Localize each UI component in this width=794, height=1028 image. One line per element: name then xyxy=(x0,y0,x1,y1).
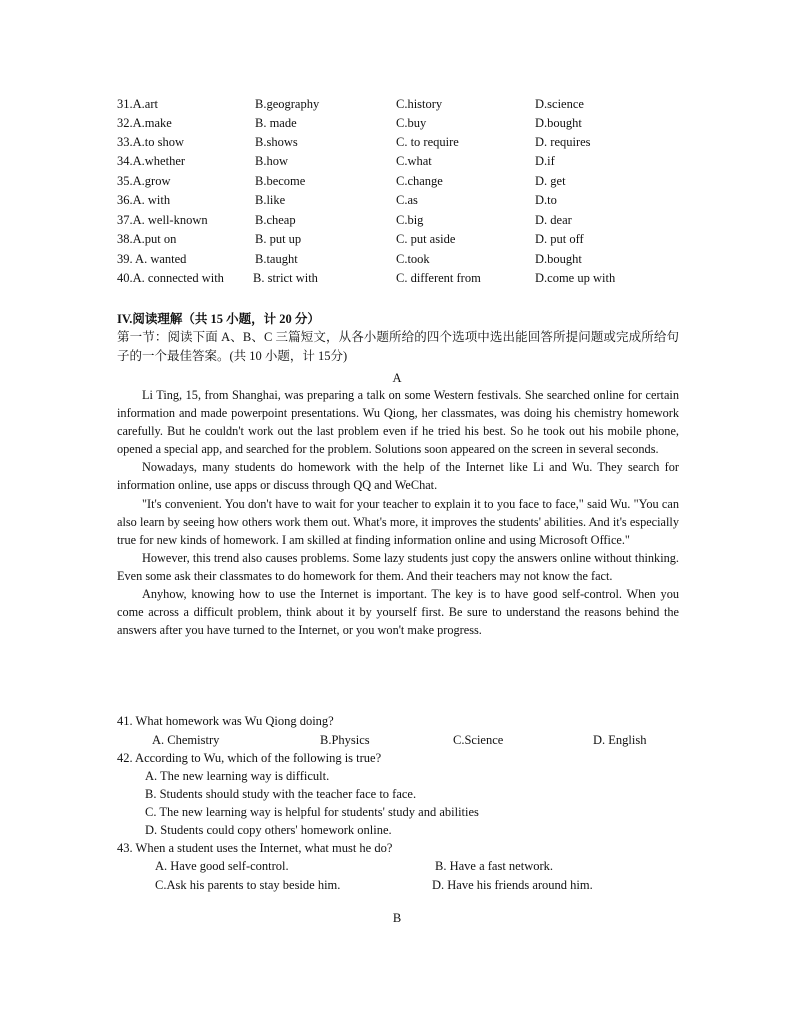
option-c: C. put aside xyxy=(396,232,456,246)
option-b: B.become xyxy=(255,174,306,188)
question-43-option-d: D. Have his friends around him. xyxy=(432,878,593,892)
option-b: B.shows xyxy=(255,135,298,149)
option-b: B. put up xyxy=(255,232,302,246)
option-d: D.science xyxy=(535,97,584,111)
passage-a xyxy=(117,386,679,639)
option-d: D. dear xyxy=(535,213,572,227)
section-instruction: 第一节：阅读下面 A、B、C 三篇短文，从各小题所给的四个选项中选出能回答所提问题或完成所给句子的一个最佳答案。(共 10 小题，计 15分) xyxy=(117,330,679,363)
option-b: B.how xyxy=(255,154,288,168)
option-b: B. made xyxy=(255,116,297,130)
passage-paragraph: However, this trend also causes problems. Some lazy students just copy the answers online without thinking. Even some ask their classmates to do homework for them. And their teachers may not know the fact. xyxy=(117,550,679,583)
option-a: 38.A.put on xyxy=(117,232,177,246)
question-43-option-b: B. Have a fast network. xyxy=(435,859,554,873)
option-c: C. to require xyxy=(396,135,459,149)
question-41-option-a: A. Chemistry xyxy=(152,733,220,747)
option-c: C.as xyxy=(396,193,418,207)
option-c: C.history xyxy=(396,97,443,111)
option-b: B.geography xyxy=(255,97,320,111)
passage-a-label: A xyxy=(392,371,402,385)
option-d: D.bought xyxy=(535,252,582,266)
option-a: 33.A.to show xyxy=(117,135,185,149)
passage-paragraph: Li Ting, 15, from Shanghai, was preparing a talk on some Western festivals. She searched online for certain information and made powerpoint presentations. Wu Qiong, her classmates, was doing his chemistry homework carefully. But he couldn't work out the last problem even if he tried his best. So he took out his mobile phone, opened a special app, and searched for the problem. Solutions soon appeared on the screen in several seconds. xyxy=(117,388,679,457)
option-b: B.cheap xyxy=(255,213,296,227)
option-b: B. strict with xyxy=(253,271,318,285)
option-c: C.big xyxy=(396,213,424,227)
option-a: 40.A. connected with xyxy=(117,271,224,285)
option-c: C.what xyxy=(396,154,432,168)
option-c: C.change xyxy=(396,174,443,188)
question-41-option-b: B.Physics xyxy=(320,733,370,747)
option-b: B.taught xyxy=(255,252,298,266)
option-a: 36.A. with xyxy=(117,193,171,207)
option-d: D.if xyxy=(535,154,555,168)
passage-b-label: B xyxy=(392,911,402,925)
option-d: D.to xyxy=(535,193,557,207)
option-b: B.like xyxy=(255,193,286,207)
passage-paragraph: Nowadays, many students do homework with the help of the Internet like Li and Wu. They search for information online, use apps or discuss through QQ and WeChat. xyxy=(117,460,679,493)
option-a: 39. A. wanted xyxy=(117,252,187,266)
question-43-option-a: A. Have good self-control. xyxy=(155,859,289,873)
option-a: 31.A.art xyxy=(117,97,158,111)
option-d: D.come up with xyxy=(535,271,616,285)
option-a: 37.A. well-known xyxy=(117,213,208,227)
question-42-option-b: B. Students should study with the teacher face to face. xyxy=(145,787,417,801)
question-42: 42. According to Wu, which of the following is true? xyxy=(117,751,382,765)
question-43: 43. When a student uses the Internet, what must he do? xyxy=(117,841,393,855)
question-41-option-c: C.Science xyxy=(453,733,504,747)
question-43-option-c: C.Ask his parents to stay beside him. xyxy=(155,878,341,892)
option-d: D. requires xyxy=(535,135,591,149)
option-d: D.bought xyxy=(535,116,582,130)
option-d: D. get xyxy=(535,174,566,188)
passage-paragraph: "It's convenient. You don't have to wait for your teacher to explain it to you face to face," said Wu. "You can also learn by seeing how others work them out. What's more, it improves the students' abilities. And it's especially true for new kinds of homework. I am skilled at finding information online and using Microsoft Office." xyxy=(117,496,679,547)
question-42-option-c: C. The new learning way is helpful for students' study and abilities xyxy=(145,805,479,819)
question-42-option-d: D. Students could copy others' homework online. xyxy=(145,823,392,837)
option-d: D. put off xyxy=(535,232,584,246)
question-42-option-a: A. The new learning way is difficult. xyxy=(145,769,330,783)
option-c: C. different from xyxy=(396,271,481,285)
question-41: 41. What homework was Wu Qiong doing? xyxy=(117,714,334,728)
option-a: 34.A.whether xyxy=(117,154,186,168)
option-a: 32.A.make xyxy=(117,116,172,130)
passage-paragraph: Anyhow, knowing how to use the Internet is important. The key is to have good self-control. When you come across a difficult problem, think about it by yourself first. Be sure to understand the reasons behind the answers after you have turned to the Internet, or you won't make progress. xyxy=(117,587,679,638)
question-41-option-d: D. English xyxy=(593,733,647,747)
option-c: C.buy xyxy=(396,116,427,130)
option-c: C.took xyxy=(396,252,430,266)
option-a: 35.A.grow xyxy=(117,174,171,188)
section-title: IV.阅读理解（共 15 小题，计 20 分） xyxy=(117,312,320,326)
